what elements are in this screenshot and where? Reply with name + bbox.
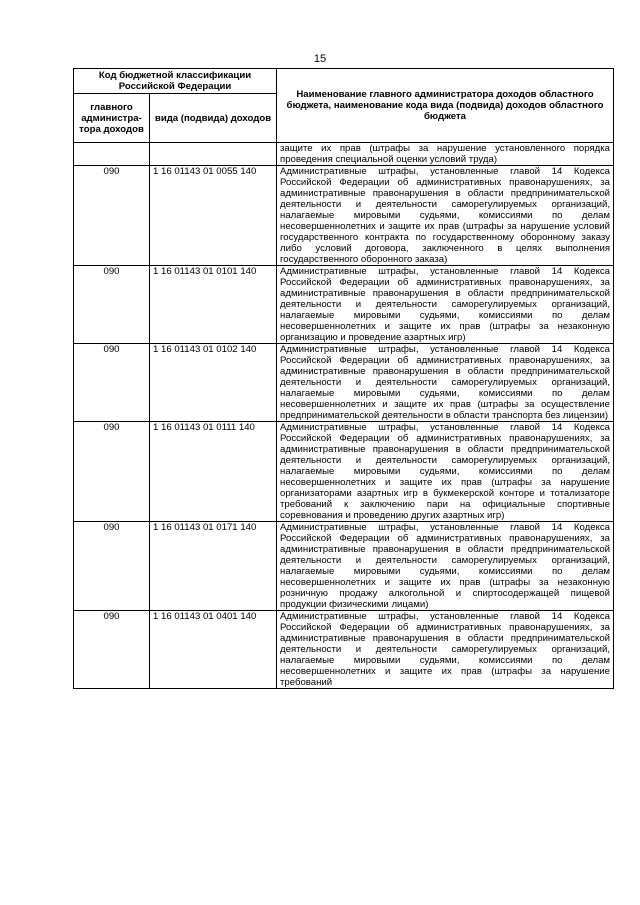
income-description-cell: Административные штрафы, установленные главой 14 Кодекса Российской Федерации об административных правонарушениях, за административные правонарушения в области предпринимательской деятельности и деятельности саморегулируемых организаций, налагаемые мировыми судьями, комиссиями по делам несовершеннолетних и защите их прав (штрафы за нарушение требований (277, 611, 614, 689)
income-description-cell: Административные штрафы, установленные главой 14 Кодекса Российской Федерации об административных правонарушениях, за административные правонарушения в области предпринимательской деятельности и деятельности саморегулируемых организаций, налагаемые мировыми судьями, комиссиями по делам несовершеннолетних и защите их прав (штрафы за нарушение организаторами азартных игр в букмекерской конторе и тотализаторе требований к заключению пари на официальные спортивные соревнования и проведению других азартных игр) (277, 422, 614, 522)
admin-code-cell: 090 (74, 344, 150, 422)
income-code-cell: 1 16 01143 01 0401 140 (150, 611, 277, 689)
income-description-cell: Административные штрафы, установленные главой 14 Кодекса Российской Федерации об административных правонарушениях, за административные правонарушения в области предпринимательской деятельности и деятельности саморегулируемых организаций, налагаемые мировыми судьями, комиссиями по делам несовершеннолетних и защите их прав (штрафы за незаконную организацию и проведение азартных игр) (277, 266, 614, 344)
admin-code-cell: 090 (74, 611, 150, 689)
income-code-cell: 1 16 01143 01 0171 140 (150, 522, 277, 611)
income-code-cell: 1 16 01143 01 0102 140 (150, 344, 277, 422)
admin-code-cell (74, 143, 150, 166)
table-row (74, 344, 614, 422)
page-number: 15 (313, 53, 327, 65)
admin-code-cell: 090 (74, 166, 150, 266)
table-row (74, 422, 614, 522)
income-code-cell: 1 16 01143 01 0101 140 (150, 266, 277, 344)
admin-code-cell: 090 (74, 422, 150, 522)
income-description-cell: защите их прав (штрафы за нарушение установленного порядка проведения специальной оценки условий труда) (277, 143, 614, 166)
table-row (74, 166, 614, 266)
table-header (74, 69, 614, 143)
table-row (74, 266, 614, 344)
header-type-column: вида (подвида) доходов (150, 94, 277, 143)
income-code-cell (150, 143, 277, 166)
table-row (74, 143, 614, 166)
income-description-cell: Административные штрафы, установленные главой 14 Кодекса Российской Федерации об административных правонарушениях, за административные правонарушения в области предпринимательской деятельности и деятельности саморегулируемых организаций, налагаемые мировыми судьями, комиссиями по делам несовершеннолетних и защите их прав (штрафы за незаконную розничную продажу алкогольной и спиртосодержащей пищевой продукции физическими лицами) (277, 522, 614, 611)
income-code-cell: 1 16 01143 01 0055 140 (150, 166, 277, 266)
header-name-column: Наименование главного администратора доходов областного бюджета, наименование кода вида (подвида) доходов областного бюджета (277, 69, 614, 143)
admin-code-cell: 090 (74, 522, 150, 611)
header-admin-column: главного администра-тора доходов (74, 94, 150, 143)
header-budget-code-group: Код бюджетной классификации Российской Федерации (74, 69, 277, 94)
admin-code-cell: 090 (74, 266, 150, 344)
table-body (74, 143, 614, 689)
budget-classification-table (73, 68, 614, 689)
table-row (74, 611, 614, 689)
table-row (74, 522, 614, 611)
header-row-top (74, 69, 614, 94)
income-description-cell: Административные штрафы, установленные главой 14 Кодекса Российской Федерации об административных правонарушениях, за административные правонарушения в области предпринимательской деятельности и деятельности саморегулируемых организаций, налагаемые мировыми судьями, комиссиями по делам несовершеннолетних и защите их прав (штрафы за нарушение условий государственного контракта по государственному оборонному заказу либо условий договора, заключенного в целях выполнения государственного оборонного заказа) (277, 166, 614, 266)
income-code-cell: 1 16 01143 01 0111 140 (150, 422, 277, 522)
income-description-cell: Административные штрафы, установленные главой 14 Кодекса Российской Федерации об административных правонарушениях, за административные правонарушения в области предпринимательской деятельности и деятельности саморегулируемых организаций, налагаемые мировыми судьями, комиссиями по делам несовершеннолетних и защите их прав (штрафы за осуществление предпринимательской деятельности в области транспорта без лицензии) (277, 344, 614, 422)
